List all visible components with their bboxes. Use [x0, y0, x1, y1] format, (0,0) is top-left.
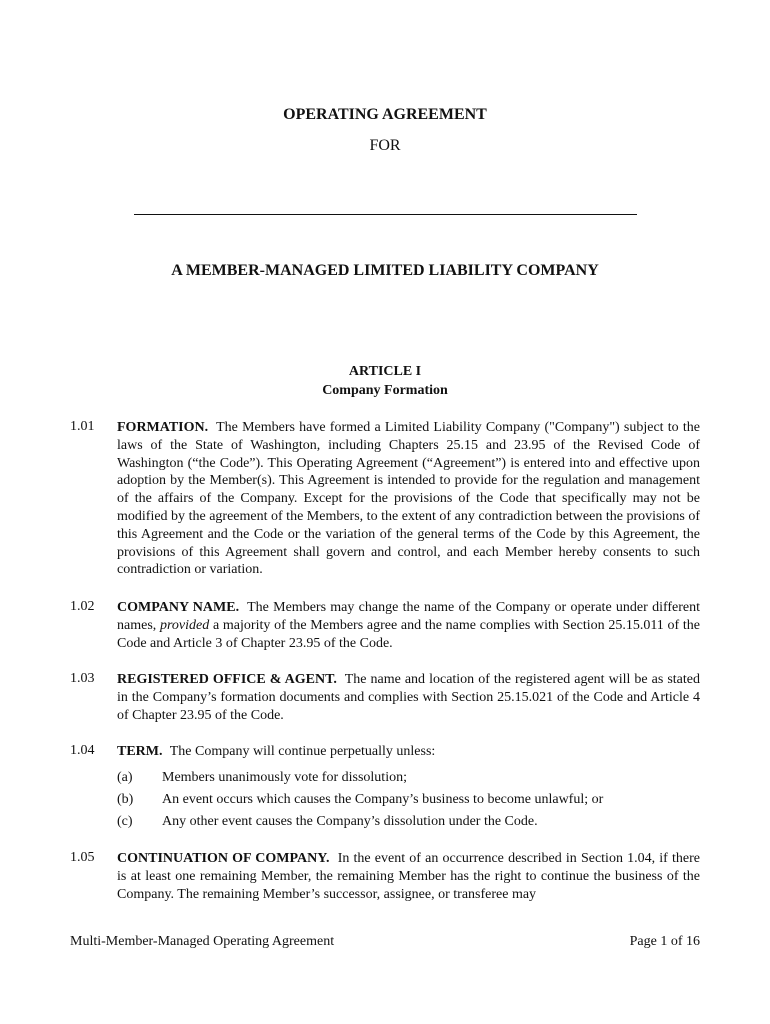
section-heading: CONTINUATION OF COMPANY. [117, 851, 330, 866]
section-heading: COMPANY NAME. [117, 600, 240, 615]
section-1-04 [70, 743, 700, 761]
section-1-03 [70, 671, 700, 724]
document-subtitle: A MEMBER-MANAGED LIMITED LIABILITY COMPANY [171, 262, 599, 279]
list-item [117, 813, 700, 835]
section-text-before: The Members may change the name of the Company or operate under different names, [117, 600, 701, 633]
section-1-02 [70, 599, 700, 652]
section-number: 1.05 [70, 850, 95, 865]
document-title: OPERATING AGREEMENT [283, 106, 487, 123]
section-body [117, 419, 700, 579]
section-text: The name and location of the registered agent will be as stated in the Company’s formation documents and complies with Section 25.15.021 of the Code and Article 4 of Chapter 23.95 of the Code. [117, 672, 700, 723]
section-text-after: a majority of the Members agree and the name complies with Section 25.15.011 of the Code and Article 3 of Chapter 23.95 of the Code. [117, 617, 701, 651]
section-number: 1.03 [70, 671, 95, 686]
list-item-text: An event occurs which causes the Company’s business to become unlawful; or [162, 792, 604, 807]
section-text: In the event of an occurrence described in Section 1.04, if there is at least one remaining Member, the remaining Member has the right to continue the business of the Company. The remaining Member’s successor, assignee, or transferee may [117, 851, 700, 902]
term-conditions-list [117, 769, 700, 835]
section-body [117, 671, 700, 724]
section-heading: TERM. [117, 744, 163, 759]
list-item-label: (b) [117, 792, 134, 807]
article-number: ARTICLE I [348, 364, 422, 379]
article-name: Company Formation [322, 383, 448, 398]
list-item-label: (a) [117, 770, 133, 785]
section-body [117, 599, 700, 652]
section-text-italic: provided [160, 617, 210, 633]
section-number: 1.02 [70, 599, 95, 614]
footer-page-number: Page 1 of 16 [629, 934, 700, 949]
list-item-text: Any other event causes the Company’s dissolution under the Code. [162, 814, 538, 829]
section-heading: FORMATION. [117, 420, 209, 435]
section-heading: REGISTERED OFFICE & AGENT. [117, 672, 337, 687]
list-item-text: Members unanimously vote for dissolution; [162, 770, 407, 785]
section-number: 1.04 [70, 743, 95, 758]
footer-document-name: Multi-Member-Managed Operating Agreement [70, 934, 335, 949]
list-item [117, 791, 700, 813]
list-item [117, 769, 700, 791]
section-body [117, 850, 700, 903]
section-body [117, 743, 700, 761]
section-1-01 [70, 419, 700, 579]
list-item-label: (c) [117, 814, 133, 829]
document-for: FOR [369, 137, 401, 154]
section-1-05 [70, 850, 700, 903]
section-text: The Members have formed a Limited Liability Company ("Company") subject to the laws of the State of Washington, including Chapters 25.15 and 23.95 of the Revised Code of Washington (“the Code”). This Operating Agreement (“Agreement”) is entered into and effective upon adoption by the Member(s). This Agreement is intended to provide for the regulation and management of the affairs of the Company. Except for the provisions of the Code that specifically may not be modified by the agreement of the Members, to the extent of any contradiction between the provisions of this Agreement and the Code or the variation of the general terms of the Code by this Agreement, the provisions of this Agreement shall govern and control, and each Member hereby consents to such contradiction or variation. [117, 420, 700, 578]
section-text: The Company will continue perpetually unless: [169, 744, 436, 759]
section-number: 1.01 [70, 419, 95, 434]
company-name-blank-line [134, 214, 637, 215]
